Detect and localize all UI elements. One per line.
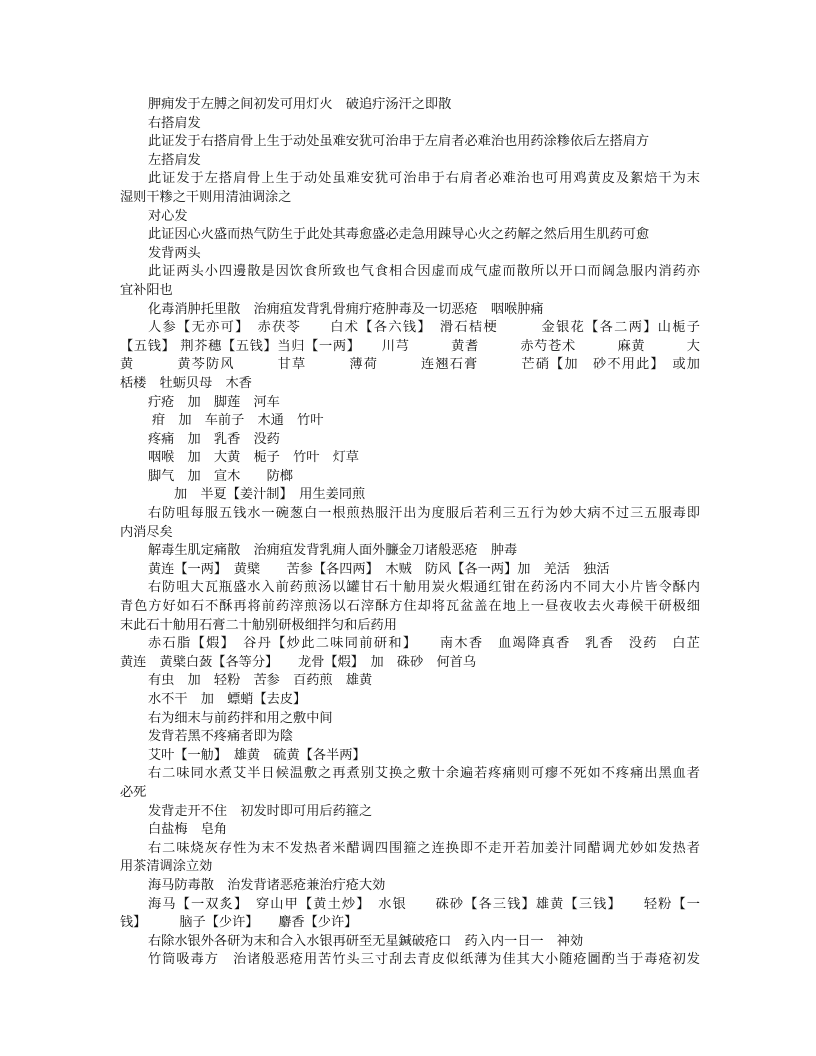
text-line-continuation: 宜补阳也 — [120, 282, 173, 298]
ingredient-line: 海马【一双炙】 穿山甲【黄土炒】 水银 硃砂【各三钱】雄黄【三钱】 轻粉【一 — [148, 896, 700, 912]
section-heading: 发背若黑不疼痛者即为陰 — [148, 729, 294, 745]
text-line: 右防咀大瓦瓶盛水入前药煎汤以罐甘石十觔用炭火煆通红钳在药汤内不同大小片皆令酥内 — [148, 580, 700, 596]
recipe-title: 海马防毒散 治发背诸恶疮兼治疔疮大効 — [148, 877, 386, 893]
ingredient-line: 黄 黄芩防风 甘草 薄荷 连翘石膏 芒硝【加 砂不用此】 或加 — [120, 357, 700, 373]
text-line: 此证因心火盛而热气防生于此处其毒愈盛必走急用踈导心火之药解之然后用生肌药可愈 — [148, 227, 650, 243]
text-line: 右除水银外各研为末和合入水银再研至无星鍼破疮口 药入内一日一 神効 — [148, 933, 584, 949]
modifier-line: 水不干 加 螵蛸【去皮】 — [148, 692, 307, 707]
text-line-continuation: 内消尽矣 — [120, 524, 173, 540]
ingredient-line: 白盐梅 皂角 — [148, 822, 228, 838]
ingredient-line: 艾叶【一觔】 雄黄 硫黄【各半两】 — [148, 747, 366, 763]
ingredient-line: 赤石脂【煆】 谷丹【炒此二味同前研和】 南木香 血竭降真香 乳香 没药 白芷 — [148, 636, 700, 652]
ingredient-line: 黄连【一两】 黄檗 苦参【各四两】 木贼 防风【各一两】加 羌活 独活 — [148, 561, 610, 577]
recipe-title: 化毒消肿托里散 治痈疽发背乳骨痈疔疮肿毒及一切恶疮 咽喉肿痛 — [148, 301, 544, 317]
text-line: 此证两头小四邊散是因饮食所致也气食相合因虚而成气虚而散所以开口而阔急服内消药亦 — [148, 264, 700, 280]
text-line: 右二味同水煮艾半日候温敷之再煮别艾换之敷十余遍若疼痛则可瘳不死如不疼痛出黑血者 — [148, 766, 700, 782]
modifier-line: 疼痛 加 乳香 没药 — [148, 431, 280, 447]
text-line: 右二味烧灰存性为末不发热者米醋调四围箍之连换即不走开若加姜汁同醋调尤妙如发热者 — [148, 840, 700, 856]
ingredient-line: 【五钱】 荆芥穗【五钱】当归【一两】 川芎 黄耆 赤芍苍术 麻黄 大 — [120, 338, 700, 354]
ingredient-line: 人参【无亦可】 赤茯苓 白术【各六钱】 滑石桔梗 金银花【各二两】山栀子 — [148, 320, 700, 336]
text-line: 胛痈发于左膊之间初发可用灯火 破追疔汤汗之即散 — [148, 97, 452, 112]
ingredient-line: 栝楼 牡蛎贝母 木香 — [120, 375, 252, 391]
modifier-line: 疳 加 车前子 木通 竹叶 — [152, 413, 324, 429]
ingredient-line: 黄连 黄檗白蔹【各等分】 龙骨【煆】 加 硃砂 何首乌 — [120, 654, 477, 670]
modifier-line: 脚气 加 宣木 防榔 — [148, 468, 294, 484]
section-heading: 左搭肩发 — [148, 152, 201, 168]
ingredient-line: 钱】 脑子【少许】 麝香【少许】 — [120, 915, 358, 931]
text-line: 右为细末与前药拌和用之敷中间 — [148, 710, 333, 726]
section-heading: 对心发 — [148, 208, 188, 224]
section-heading: 发背走开不住 初发时即可用后药箍之 — [148, 803, 373, 819]
section-heading: 发背两头 — [148, 245, 201, 261]
recipe-title: 解毒生肌定痛散 治痈疽发背乳痈人面外臁金刀诸般恶疮 肿毒 — [148, 543, 518, 559]
text-line: 右防咀每服五钱水一碗葱白一根煎热服汗出为度服后若利三五行为妙大病不过三五服毒即 — [148, 506, 700, 522]
text-line-continuation: 用茶清调涂立効 — [120, 859, 213, 875]
text-line: 此证发于左搭肩骨上生于动处虽难安犹可治串于右肩者必难治也可用鸡黄皮及絮焙干为末 — [148, 171, 700, 187]
text-line-continuation: 必死 — [120, 784, 147, 800]
text-line-continuation: 末此石十觔用石膏二十觔别研极细拌匀和后药用 — [120, 617, 397, 633]
modifier-line: 有虫 加 轻粉 苦参 百药煎 雄黄 — [148, 673, 373, 689]
text-line: 此证发于右搭肩骨上生于动处虽难安犹可治串于左肩者必难治也用药涂糁依后左搭肩方 — [148, 134, 650, 150]
text-line-continuation: 湿则干糁之干则用清油调涂之 — [120, 189, 292, 205]
document-page — [120, 96, 700, 970]
text-line: 青色方好如石不酥再将前药滓煎汤以石滓酥方住却将瓦盆盖在地上一昼夜收去火毒候干研极细 — [120, 599, 700, 615]
section-heading: 右搭肩发 — [148, 115, 201, 131]
modifier-line: 疔疮 加 脚莲 河车 — [148, 394, 280, 410]
recipe-title: 竹筒吸毒方 治诸般恶疮用苦竹头三寸刮去青皮似纸薄为佳其大小随疮圖酌当于毒疮初发 — [148, 952, 700, 968]
modifier-line: 加 半夏【姜汁制】 用生姜同煎 — [174, 487, 366, 503]
modifier-line: 咽喉 加 大黄 栀子 竹叶 灯草 — [148, 450, 359, 466]
